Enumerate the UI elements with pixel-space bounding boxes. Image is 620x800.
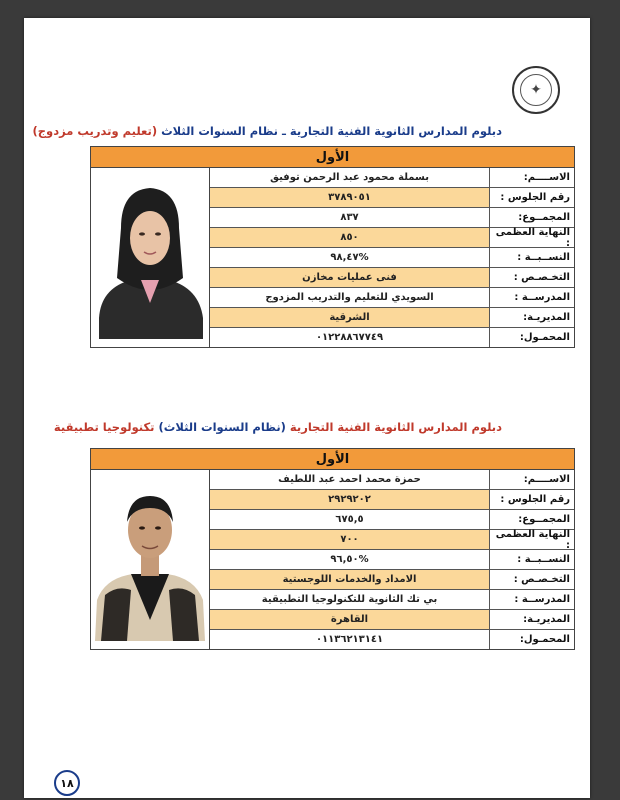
field-value: الامداد والخدمات اللوجستية — [210, 570, 490, 589]
row-specialization — [210, 268, 574, 288]
document-page — [24, 18, 590, 798]
row-max-score — [210, 530, 574, 550]
field-value: ٨٥٠ — [210, 228, 490, 247]
page-number: ١٨ — [54, 770, 80, 796]
field-label: النهاية العظمى : — [490, 228, 574, 247]
rank-header: الأول — [91, 449, 574, 470]
section-title-part-b: نظام السنوات الثلاث — [157, 124, 282, 138]
section-title-1 — [33, 124, 502, 138]
field-label: المدرســة : — [490, 288, 574, 307]
field-value: ٦٧٥,٥ — [210, 510, 490, 529]
ministry-logo — [512, 66, 560, 114]
row-percentage — [210, 550, 574, 570]
student-card-2 — [90, 448, 575, 650]
row-max-score — [210, 228, 574, 248]
field-value: فنى عمليات مخازن — [210, 268, 490, 287]
student-photo — [91, 470, 210, 649]
row-seat-number — [210, 188, 574, 208]
field-value: بسملة محمود عبد الرحمن توفيق — [210, 168, 490, 187]
field-label: النهاية العظمى : — [490, 530, 574, 549]
row-specialization — [210, 570, 574, 590]
field-value: %٩٨,٤٧ — [210, 248, 490, 267]
field-label: المديريـة: — [490, 610, 574, 629]
field-label: التخـصـص : — [490, 268, 574, 287]
student-photo — [91, 168, 210, 347]
field-value: السويدي للتعليم والتدريب المزدوج — [210, 288, 490, 307]
field-value: بي تك الثانوية للتكنولوجيا التطبيقية — [210, 590, 490, 609]
field-label: المحمـول: — [490, 630, 574, 649]
row-directorate — [210, 610, 574, 630]
field-label: المجمــوع: — [490, 510, 574, 529]
student-card-1 — [90, 146, 575, 348]
section-title-part-b: (نظام السنوات الثلاث) — [154, 420, 290, 434]
field-label: النســبــة : — [490, 248, 574, 267]
field-value: الشرقية — [210, 308, 490, 327]
row-name — [210, 470, 574, 490]
row-mobile — [210, 328, 574, 347]
field-label: النســبــة : — [490, 550, 574, 569]
eagle-emblem-icon: ✦ — [530, 82, 542, 98]
row-mobile — [210, 630, 574, 649]
row-directorate — [210, 308, 574, 328]
row-total — [210, 510, 574, 530]
field-value: ٠١٢٢٨٨٦٧٧٤٩ — [210, 328, 490, 347]
field-value: ٧٠٠ — [210, 530, 490, 549]
field-label: التخـصـص : — [490, 570, 574, 589]
row-seat-number — [210, 490, 574, 510]
row-total — [210, 208, 574, 228]
row-name — [210, 168, 574, 188]
field-label: المحمـول: — [490, 328, 574, 347]
rank-header: الأول — [91, 147, 574, 168]
field-label: رقم الجلوس : — [490, 490, 574, 509]
field-value: ٢٩٢٩٢٠٢ — [210, 490, 490, 509]
section-title-part-c: (تعليم وتدريب مزدوج) — [32, 124, 158, 138]
section-title-part-a: دبلوم المدارس الثانوية الفنية التجارية — [289, 420, 502, 434]
field-value: حمزة محمد احمد عبد اللطيف — [210, 470, 490, 489]
field-value: ٠١١٣٦٢١٣١٤١ — [210, 630, 490, 649]
section-title-part-a: دبلوم المدارس الثانوية الفنية التجارية ـ — [281, 124, 502, 138]
section-title-part-c: تكنولوجيا تطبيقية — [53, 420, 155, 434]
field-value: ٣٧٨٩٠٥١ — [210, 188, 490, 207]
section-title-2 — [54, 420, 502, 434]
field-label: المديريـة: — [490, 308, 574, 327]
field-label: الاســــم: — [490, 168, 574, 187]
field-label: المدرســة : — [490, 590, 574, 609]
field-label: الاســــم: — [490, 470, 574, 489]
field-value: ٨٣٧ — [210, 208, 490, 227]
field-label: المجمــوع: — [490, 208, 574, 227]
row-percentage — [210, 248, 574, 268]
field-value: %٩٦,٥٠ — [210, 550, 490, 569]
field-label: رقم الجلوس : — [490, 188, 574, 207]
row-school — [210, 590, 574, 610]
row-school — [210, 288, 574, 308]
field-value: القاهرة — [210, 610, 490, 629]
